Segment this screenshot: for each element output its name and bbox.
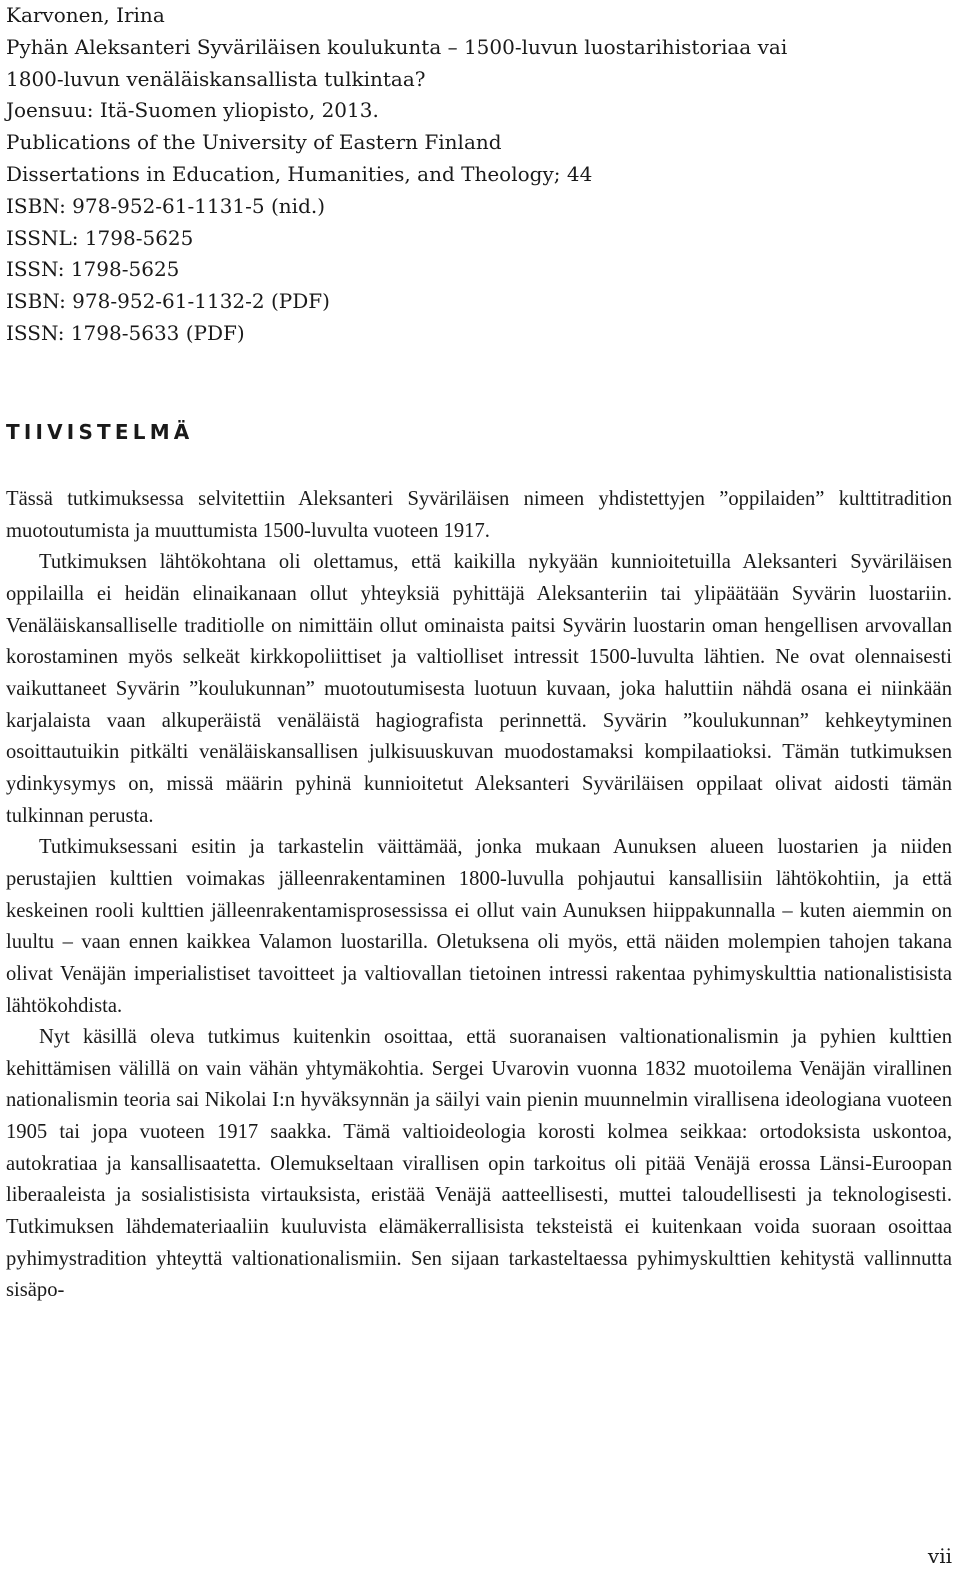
issn-pdf: ISSN: 1798-5633 (PDF) [6, 320, 245, 345]
isbn-print: ISBN: 978-952-61-1131-5 (nid.) [6, 193, 326, 218]
abstract-paragraph: Nyt käsillä oleva tutkimus kuitenkin osoittaa, että suoranaisen valtionationalismin ja pyhien kulttien kehittämisen välillä on vain vähän yhtymäkohtia. Sergei Uvarovin vuonna 1832 muotoilema Venäjän virallinen nationalismin teoria sai Nikolai I:n hyväksynnän ja säilyi vain pienin muunnelmin virallisena ideologiana vuoteen 1905 tai jopa vuoteen 1917 saakka. Tämä valtioideologia korosti kolmea seikkaa: ortodoksista uskontoa, autokratiaa ja kansallisaatetta. Olemukseltaan virallisen opin tarkoitus oli pitää Venäjä erossa Länsi-Euroopan liberaaleista ja sosialistisista virtauksista, eristää Venäjä aatteellisesti, muttei taloudellisesti ja teknologisesti. Tutkimuksen lähdemateriaaliin kuuluvista elämäkerrallisista teksteistä ei kuitenkaan voida suoraan osoittaa pyhimystradition yhteyttä valtionationalismiin. Sen sijaan tarkasteltaessa pyhimyskulttien kehitystä vallinnutta sisäpo- [6, 1026, 952, 1302]
isbn-pdf: ISBN: 978-952-61-1132-2 (PDF) [6, 289, 330, 314]
document-page [6, 0, 952, 1302]
abstract-paragraph: Tutkimuksen lähtökohtana oli olettamus, että kaikilla nykyään kunnioitetuilla Aleksanteri Syväriläisen oppilailla ei heidän elinaikanaan ollut yhteyksiä pyhittäjä Aleksanteriin tai ylipäätään Syvärin luostariin. Venäläiskansalliselle traditiolle on nimittäin ollut ominaista paitsi Syvärin luostarin oman hengellisen arvovallan korostaminen myös selkeät kirkkopoliittiset ja valtiolliset intressit 1500-luvulta lähtien. Ne ovat olennaisesti vaikuttaneet Syvärin ”koulukunnan” muotoutumisesta luotuun kuvaan, joka haluttiin nähdä osana ei niinkään karjalaista vaan alkuperäistä venäläistä hagiografista perinnettä. Syvärin ”koulukunnan” kehkeytyminen osoittautuikin pitkälti venäläiskansallisen julkisuuskuvan muodostamaksi kompilaatioksi. Tämän tutkimuksen ydinkysymys on, missä määrin pyhinä kunnioitetut Aleksanteri Syväriläisen oppilaat olivat aidosti tämän tulkinnan perusta. [6, 551, 952, 827]
series-line-1: Publications of the University of Eastern Finland [6, 130, 502, 155]
dissertation-title-line-2: 1800-luvun venäläiskansallista tulkintaa? [6, 66, 426, 91]
issnl: ISSNL: 1798-5625 [6, 225, 194, 250]
issn-print: ISSN: 1798-5625 [6, 257, 180, 282]
bibliographic-record [6, 0, 952, 350]
abstract-paragraph: Tutkimuksessani esitin ja tarkastelin väittämää, jonka mukaan Aunuksen alueen luostarien ja niiden perustajien kulttien voimakas jälleenrakentaminen 1800-luvulla pohjautui kansallisiin lähtökohtiin, ja että keskeinen rooli kulttien jälleenrakentamisprosessissa ei ollut vain Aunuksen hiippakunnalla – kuten aiemmin on luultu – vaan ennen kaikkea Valamon luostarilla. Oletuksena oli myös, että näiden molempien tahojen takana olivat Venäjän imperialistiset tavoitteet ja valtiovallan tietoinen intressi rakentaa pyhimyskulttia nationalistisista lähtökohdista. [6, 836, 952, 1017]
section-heading: TIIVISTELMÄ [6, 420, 194, 444]
page-number: vii [927, 1544, 952, 1568]
author-name: Karvonen, Irina [6, 3, 165, 27]
abstract-body [6, 484, 952, 1307]
abstract-paragraph: Tässä tutkimuksessa selvitettiin Aleksanteri Syväriläisen nimeen yhdistettyjen ”oppilaiden” kulttitradition muotoutumista ja muuttumista 1500-luvulta vuoteen 1917. [6, 488, 952, 542]
dissertation-title-line-1: Pyhän Aleksanteri Syväriläisen koulukunta – 1500-luvun luostarihistoriaa vai [6, 34, 788, 59]
publisher-line: Joensuu: Itä-Suomen yliopisto, 2013. [6, 98, 379, 123]
series-line-2: Dissertations in Education, Humanities, and Theology; 44 [6, 161, 593, 186]
